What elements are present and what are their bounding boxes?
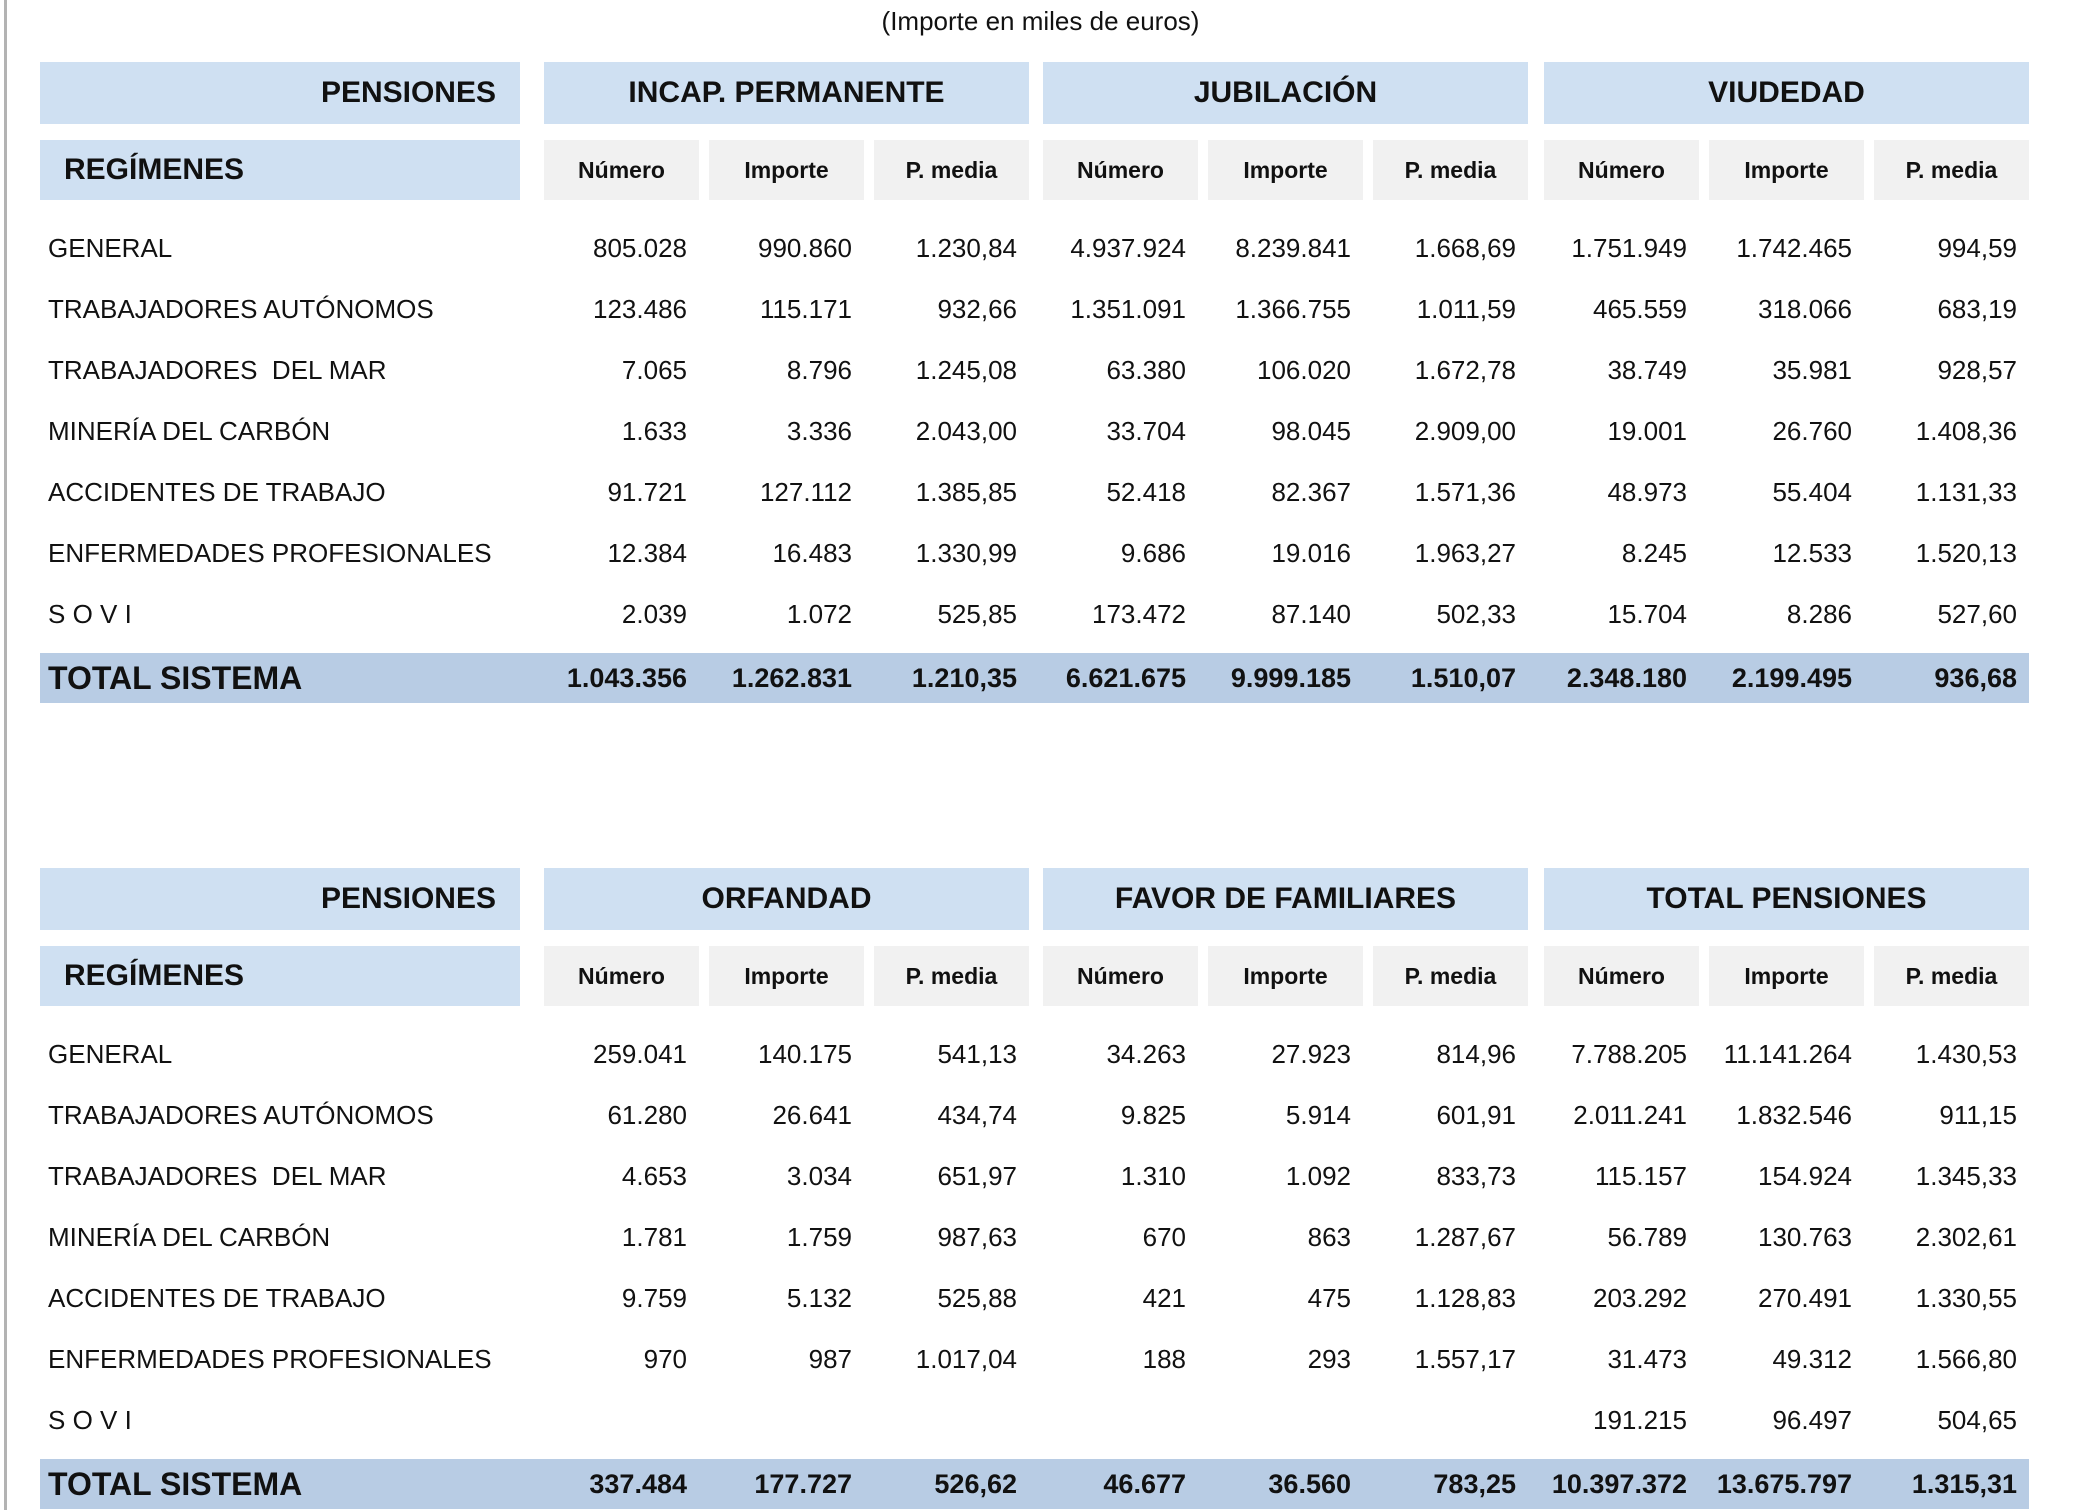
- data-cell: 1.571,36: [1414, 477, 1516, 507]
- pension-table-upper: [40, 62, 2029, 703]
- row-cell-group: [544, 355, 1029, 386]
- column-header: Número: [1043, 140, 1198, 200]
- row-cell-group: [1043, 538, 1528, 569]
- table-row: [40, 1024, 2029, 1085]
- data-cell: 1.366.755: [1235, 294, 1351, 324]
- data-cell: 34.263: [1106, 1039, 1186, 1069]
- row-label: S O V I: [48, 1405, 132, 1435]
- column-header-row: [40, 140, 2029, 200]
- total-cell: 10.397.372: [1551, 1468, 1687, 1499]
- data-cell: 63.380: [1106, 355, 1186, 385]
- row-cell-group: [1043, 1100, 1528, 1131]
- column-header-group: [1043, 140, 1528, 200]
- data-cell: 1.781: [621, 1222, 687, 1252]
- data-cell: 35.981: [1772, 355, 1852, 385]
- data-cell: 4.937.924: [1070, 233, 1186, 263]
- data-cell: 1.131,33: [1915, 477, 2017, 507]
- total-cell: 1.315,31: [1911, 1468, 2017, 1499]
- data-cell: 970: [643, 1344, 687, 1374]
- data-cell: 115.157: [1594, 1161, 1687, 1191]
- data-cell: 55.404: [1772, 477, 1852, 507]
- total-cell-group: [1043, 663, 1528, 694]
- data-cell: 1.017,04: [915, 1344, 1017, 1374]
- row-cell-group: [544, 599, 1029, 630]
- row-cell-group: [1544, 1039, 2029, 1070]
- data-cell: 259.041: [593, 1039, 687, 1069]
- data-cell: 26.641: [772, 1100, 852, 1130]
- row-label: GENERAL: [48, 233, 173, 263]
- group-header: ORFANDAD: [544, 868, 1029, 930]
- data-cell: 1.566,80: [1915, 1344, 2017, 1374]
- data-cell: 4.653: [621, 1161, 687, 1191]
- total-row: [40, 653, 2029, 703]
- data-cell: 1.128,83: [1414, 1283, 1516, 1313]
- data-cell: 2.011.241: [1573, 1100, 1687, 1130]
- total-cell: 936,68: [1934, 662, 2017, 693]
- data-cell: 475: [1307, 1283, 1351, 1313]
- total-cell: 6.621.675: [1065, 662, 1186, 693]
- column-header-row: [40, 946, 2029, 1006]
- row-label: TRABAJADORES AUTÓNOMOS: [48, 1100, 434, 1130]
- row-label: ACCIDENTES DE TRABAJO: [48, 1283, 386, 1313]
- data-cell: 1.330,99: [915, 538, 1017, 568]
- total-cell: 2.199.495: [1731, 662, 1852, 693]
- table-row: [40, 1329, 2029, 1390]
- data-cell: 96.497: [1772, 1405, 1852, 1435]
- table-body: [40, 1024, 2029, 1451]
- row-cell-group: [1043, 1039, 1528, 1070]
- data-cell: 1.345,33: [1915, 1161, 2017, 1191]
- row-label: S O V I: [48, 599, 132, 629]
- data-cell: 1.092: [1285, 1161, 1351, 1191]
- data-cell: 26.760: [1772, 416, 1852, 446]
- table-row: [40, 1146, 2029, 1207]
- data-cell: 1.287,67: [1414, 1222, 1516, 1252]
- data-cell: 48.973: [1607, 477, 1687, 507]
- pensiones-corner-header: PENSIONES: [40, 868, 520, 930]
- data-cell: 1.668,69: [1414, 233, 1516, 263]
- table-row: [40, 1268, 2029, 1329]
- table-header-row: [40, 868, 2029, 930]
- data-cell: 814,96: [1436, 1039, 1516, 1069]
- data-cell: 91.721: [607, 477, 687, 507]
- table-row: [40, 340, 2029, 401]
- row-cell-group: [544, 1039, 1029, 1070]
- table-row: [40, 1390, 2029, 1451]
- row-cell-group: [1544, 538, 2029, 569]
- data-cell: 123.486: [593, 294, 687, 324]
- total-cell-group: [1544, 1469, 2029, 1500]
- data-cell: 670: [1142, 1222, 1186, 1252]
- data-cell: 130.763: [1758, 1222, 1852, 1252]
- regimenes-header: REGÍMENES: [40, 946, 520, 1006]
- data-cell: 1.351.091: [1070, 294, 1186, 324]
- group-header: TOTAL PENSIONES: [1544, 868, 2029, 930]
- row-label: MINERÍA DEL CARBÓN: [48, 1222, 331, 1252]
- row-cell-group: [1043, 1222, 1528, 1253]
- total-cell: 46.677: [1103, 1468, 1186, 1499]
- data-cell: 2.302,61: [1915, 1222, 2017, 1252]
- total-cell-group: [544, 1469, 1029, 1500]
- page-subtitle: (Importe en miles de euros): [881, 6, 1200, 36]
- data-cell: 38.749: [1607, 355, 1687, 385]
- data-cell: 2.909,00: [1414, 416, 1516, 446]
- data-cell: 8.245: [1621, 538, 1687, 568]
- data-cell: 173.472: [1092, 599, 1186, 629]
- row-cell-group: [1544, 1283, 2029, 1314]
- column-header-group: [1544, 946, 2029, 1006]
- column-header: P. media: [1373, 946, 1528, 1006]
- row-cell-group: [1544, 1344, 2029, 1375]
- group-header: JUBILACIÓN: [1043, 62, 1528, 124]
- pensiones-corner-header: PENSIONES: [40, 62, 520, 124]
- row-cell-group: [1043, 477, 1528, 508]
- total-cell: 2.348.180: [1566, 662, 1687, 693]
- row-cell-group: [544, 233, 1029, 264]
- table-header-row: [40, 62, 2029, 124]
- data-cell: 601,91: [1436, 1100, 1516, 1130]
- column-header: P. media: [1874, 946, 2029, 1006]
- data-cell: 106.020: [1257, 355, 1351, 385]
- total-cell: 9.999.185: [1230, 662, 1351, 693]
- row-cell-group: [1043, 599, 1528, 630]
- data-cell: 1.245,08: [915, 355, 1017, 385]
- data-cell: 87.140: [1271, 599, 1351, 629]
- row-cell-group: [1544, 294, 2029, 325]
- data-cell: 1.072: [786, 599, 852, 629]
- data-cell: 421: [1142, 1283, 1186, 1313]
- row-cell-group: [1043, 1161, 1528, 1192]
- data-cell: 33.704: [1106, 416, 1186, 446]
- data-cell: 293: [1307, 1344, 1351, 1374]
- row-cell-group: [1544, 416, 2029, 447]
- table-row: [40, 584, 2029, 645]
- data-cell: 2.043,00: [915, 416, 1017, 446]
- row-label: TRABAJADORES DEL MAR: [48, 355, 387, 385]
- table-row: [40, 218, 2029, 279]
- total-cell: 526,62: [934, 1468, 1017, 1499]
- total-cell-group: [544, 663, 1029, 694]
- data-cell: 8.796: [786, 355, 852, 385]
- data-cell: 1.310: [1120, 1161, 1186, 1191]
- column-header: Número: [1544, 946, 1699, 1006]
- data-cell: 1.751.949: [1571, 233, 1687, 263]
- column-header-group: [544, 140, 1029, 200]
- data-cell: 3.336: [786, 416, 852, 446]
- table-row: [40, 523, 2029, 584]
- data-cell: 911,15: [1939, 1100, 2017, 1130]
- data-cell: 191.215: [1593, 1405, 1687, 1435]
- column-header: Importe: [709, 946, 864, 1006]
- row-cell-group: [1544, 1161, 2029, 1192]
- column-header: Importe: [1208, 946, 1363, 1006]
- column-header-group: [544, 946, 1029, 1006]
- row-cell-group: [1043, 233, 1528, 264]
- data-cell: 61.280: [607, 1100, 687, 1130]
- page-left-border: [4, 0, 7, 1510]
- row-label: ACCIDENTES DE TRABAJO: [48, 477, 386, 507]
- data-cell: 1.832.546: [1736, 1100, 1852, 1130]
- data-cell: 932,66: [937, 294, 1017, 324]
- total-cell: 1.510,07: [1410, 662, 1516, 693]
- total-cell: 1.043.356: [566, 662, 687, 693]
- data-cell: 31.473: [1607, 1344, 1687, 1374]
- data-cell: 1.742.465: [1736, 233, 1852, 263]
- row-cell-group: [544, 416, 1029, 447]
- data-cell: 504,65: [1937, 1405, 2017, 1435]
- group-header: VIUDEDAD: [1544, 62, 2029, 124]
- column-header: P. media: [874, 140, 1029, 200]
- data-cell: 12.384: [607, 538, 687, 568]
- table-body: [40, 218, 2029, 645]
- row-cell-group: [544, 477, 1029, 508]
- row-cell-group: [1544, 233, 2029, 264]
- data-cell: 9.686: [1120, 538, 1186, 568]
- data-cell: 203.292: [1593, 1283, 1687, 1313]
- row-cell-group: [1544, 599, 2029, 630]
- total-cell: 1.210,35: [911, 662, 1017, 693]
- row-label: MINERÍA DEL CARBÓN: [48, 416, 331, 446]
- data-cell: 7.788.205: [1571, 1039, 1687, 1069]
- group-header: INCAP. PERMANENTE: [544, 62, 1029, 124]
- total-label: TOTAL SISTEMA: [48, 1465, 303, 1502]
- data-cell: 9.759: [621, 1283, 687, 1313]
- data-cell: 1.430,53: [1915, 1039, 2017, 1069]
- column-header-group: [1043, 946, 1528, 1006]
- table-row: [40, 401, 2029, 462]
- total-cell: 1.262.831: [731, 662, 852, 693]
- data-cell: 683,19: [1937, 294, 2017, 324]
- data-cell: 1.672,78: [1414, 355, 1516, 385]
- column-header: Importe: [709, 140, 864, 200]
- table-row: [40, 462, 2029, 523]
- data-cell: 56.789: [1607, 1222, 1687, 1252]
- total-row: [40, 1459, 2029, 1509]
- column-header: Importe: [1709, 140, 1864, 200]
- data-cell: 1.230,84: [915, 233, 1017, 263]
- data-cell: 98.045: [1271, 416, 1351, 446]
- data-cell: 140.175: [758, 1039, 852, 1069]
- data-cell: 5.914: [1285, 1100, 1351, 1130]
- data-cell: 990.860: [758, 233, 852, 263]
- column-header: P. media: [1373, 140, 1528, 200]
- data-cell: 1.408,36: [1915, 416, 2017, 446]
- row-cell-group: [1544, 1222, 2029, 1253]
- data-cell: 525,88: [937, 1283, 1017, 1313]
- row-label: TRABAJADORES AUTÓNOMOS: [48, 294, 434, 324]
- data-cell: 19.016: [1271, 538, 1351, 568]
- row-cell-group: [544, 1100, 1029, 1131]
- column-header: Número: [1544, 140, 1699, 200]
- row-cell-group: [1043, 1283, 1528, 1314]
- row-cell-group: [1544, 1100, 2029, 1131]
- data-cell: 8.286: [1786, 599, 1852, 629]
- data-cell: 115.171: [759, 294, 852, 324]
- total-cell: 783,25: [1433, 1468, 1516, 1499]
- data-cell: 1.557,17: [1414, 1344, 1516, 1374]
- row-cell-group: [1043, 355, 1528, 386]
- data-cell: 12.533: [1772, 538, 1852, 568]
- data-cell: 27.923: [1271, 1039, 1351, 1069]
- data-cell: 994,59: [1937, 233, 2017, 263]
- row-label: ENFERMEDADES PROFESIONALES: [48, 538, 492, 568]
- data-cell: 805.028: [593, 233, 687, 263]
- row-label: ENFERMEDADES PROFESIONALES: [48, 1344, 492, 1374]
- column-header-group: [1544, 140, 2029, 200]
- total-cell: 337.484: [589, 1468, 687, 1499]
- data-cell: 8.239.841: [1235, 233, 1351, 263]
- row-cell-group: [544, 1344, 1029, 1375]
- total-cell: 36.560: [1268, 1468, 1351, 1499]
- data-cell: 188: [1142, 1344, 1186, 1374]
- row-cell-group: [544, 1222, 1029, 1253]
- column-header: Número: [544, 140, 699, 200]
- row-cell-group: [544, 294, 1029, 325]
- data-cell: 1.520,13: [1915, 538, 2017, 568]
- data-cell: 19.001: [1607, 416, 1687, 446]
- pension-table-lower: [40, 868, 2029, 1509]
- total-cell-group: [1544, 663, 2029, 694]
- row-cell-group: [1043, 416, 1528, 447]
- data-cell: 1.011,59: [1416, 294, 1516, 324]
- data-cell: 127.112: [759, 477, 852, 507]
- column-header: P. media: [1874, 140, 2029, 200]
- data-cell: 987: [808, 1344, 852, 1374]
- data-cell: 7.065: [621, 355, 687, 385]
- column-header: Número: [544, 946, 699, 1006]
- regimenes-header: REGÍMENES: [40, 140, 520, 200]
- data-cell: 1.963,27: [1414, 538, 1516, 568]
- data-cell: 15.704: [1607, 599, 1687, 629]
- data-cell: 3.034: [786, 1161, 852, 1191]
- data-cell: 833,73: [1436, 1161, 1516, 1191]
- table-row: [40, 279, 2029, 340]
- total-label: TOTAL SISTEMA: [48, 659, 303, 696]
- data-cell: 318.066: [1758, 294, 1852, 324]
- total-cell: 177.727: [754, 1468, 852, 1499]
- data-cell: 863: [1307, 1222, 1351, 1252]
- data-cell: 502,33: [1436, 599, 1516, 629]
- row-label: TRABAJADORES DEL MAR: [48, 1161, 387, 1191]
- column-header: P. media: [874, 946, 1029, 1006]
- data-cell: 434,74: [937, 1100, 1017, 1130]
- data-cell: 928,57: [1937, 355, 2017, 385]
- row-cell-group: [1043, 294, 1528, 325]
- data-cell: 2.039: [621, 599, 687, 629]
- data-cell: 49.312: [1772, 1344, 1852, 1374]
- data-cell: 9.825: [1120, 1100, 1186, 1130]
- data-cell: 270.491: [1758, 1283, 1852, 1313]
- row-label: GENERAL: [48, 1039, 173, 1069]
- column-header: Importe: [1208, 140, 1363, 200]
- data-cell: 541,13: [937, 1039, 1017, 1069]
- data-cell: 1.633: [621, 416, 687, 446]
- data-cell: 82.367: [1271, 477, 1351, 507]
- data-cell: 1.759: [786, 1222, 852, 1252]
- column-header: Importe: [1709, 946, 1864, 1006]
- data-cell: 11.141.264: [1723, 1039, 1852, 1069]
- data-cell: 154.924: [1758, 1161, 1852, 1191]
- data-cell: 52.418: [1106, 477, 1186, 507]
- total-cell-group: [1043, 1469, 1528, 1500]
- data-cell: 1.385,85: [915, 477, 1017, 507]
- row-cell-group: [1544, 355, 2029, 386]
- data-cell: 16.483: [772, 538, 852, 568]
- row-cell-group: [1544, 1405, 2029, 1436]
- table-row: [40, 1085, 2029, 1146]
- data-cell: 1.330,55: [1915, 1283, 2017, 1313]
- total-cell: 13.675.797: [1716, 1468, 1852, 1499]
- column-header: Número: [1043, 946, 1198, 1006]
- data-cell: 987,63: [937, 1222, 1017, 1252]
- group-header: FAVOR DE FAMILIARES: [1043, 868, 1528, 930]
- row-cell-group: [544, 1283, 1029, 1314]
- row-cell-group: [544, 538, 1029, 569]
- data-cell: 525,85: [937, 599, 1017, 629]
- row-cell-group: [1043, 1344, 1528, 1375]
- data-cell: 465.559: [1593, 294, 1687, 324]
- data-cell: 651,97: [937, 1161, 1017, 1191]
- table-row: [40, 1207, 2029, 1268]
- data-cell: 5.132: [786, 1283, 852, 1313]
- row-cell-group: [544, 1161, 1029, 1192]
- data-cell: 527,60: [1937, 599, 2017, 629]
- row-cell-group: [1544, 477, 2029, 508]
